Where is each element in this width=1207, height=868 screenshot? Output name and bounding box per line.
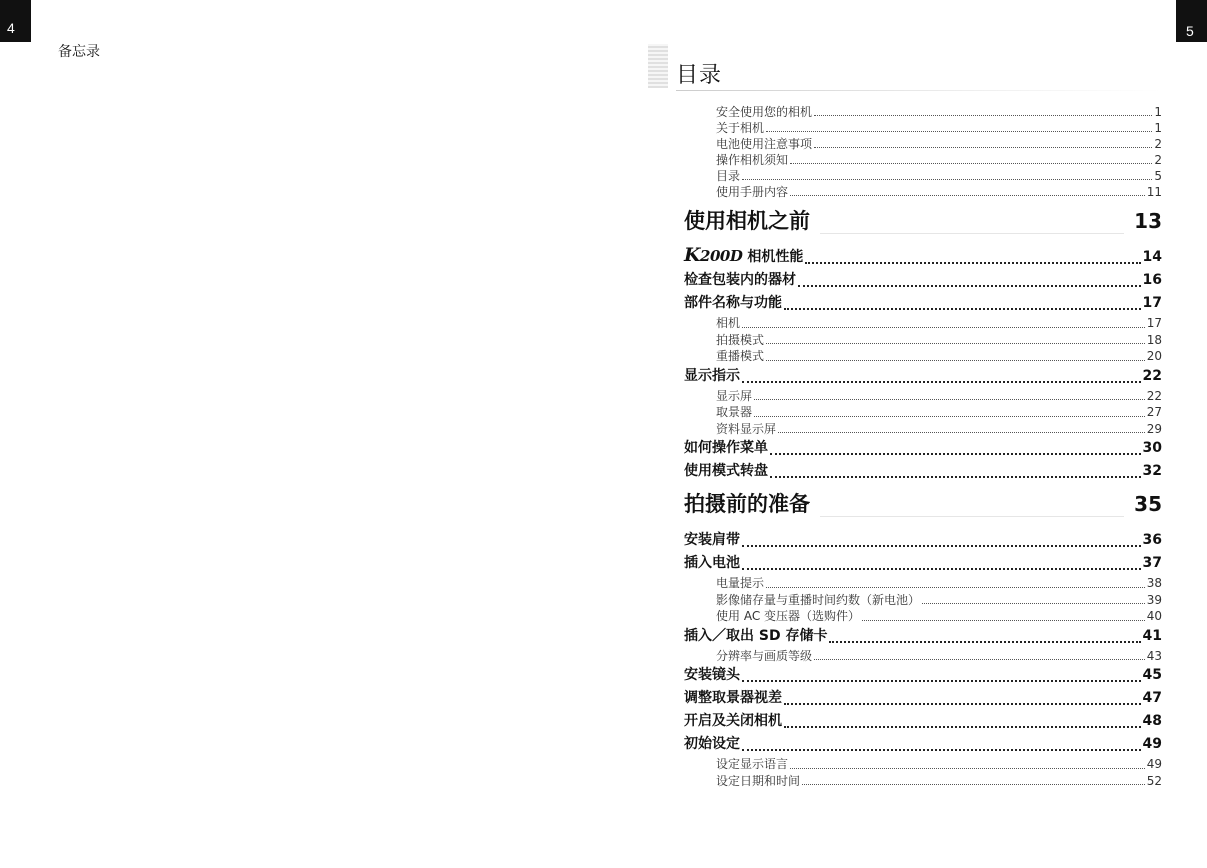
toc-entry-page: 1 <box>1154 121 1162 135</box>
toc-subentry[interactable] <box>684 315 1162 332</box>
toc-entry-label: 部件名称与功能 <box>684 295 782 311</box>
k200d-logo: K200D <box>684 244 743 266</box>
toc-entry-label: 检查包装内的器材 <box>684 272 796 288</box>
toc-entry-page: 36 <box>1142 532 1162 548</box>
toc-subentry[interactable] <box>684 592 1162 609</box>
section-page: 13 <box>1134 209 1162 233</box>
toc-entry-label: 显示指示 <box>684 367 740 384</box>
leader-dots <box>814 115 1152 116</box>
toc-entry[interactable] <box>684 269 1162 292</box>
toc-entry[interactable] <box>684 120 1162 136</box>
leader-dots <box>790 195 1145 196</box>
toc-entry-label: 使用手册内容 <box>716 185 789 199</box>
toc-entry-label: 关于相机 <box>716 121 765 135</box>
toc-entry-page: 2 <box>1154 137 1162 151</box>
leader-dots <box>784 308 1141 310</box>
toc-section-heading[interactable] <box>684 204 1162 238</box>
toc-entry-label: 取景器 <box>716 405 753 419</box>
toc-entry-page: 47 <box>1142 690 1162 706</box>
leader-dots <box>784 703 1141 705</box>
leader-dots <box>766 343 1145 344</box>
toc-entry[interactable] <box>684 365 1162 388</box>
toc-entry-page: 2 <box>1154 153 1162 167</box>
toc-entry-page: 38 <box>1146 576 1162 590</box>
leader-dots <box>790 163 1152 164</box>
toc-entry-page: 5 <box>1154 169 1162 183</box>
leader-dots <box>742 381 1141 383</box>
leader-dots <box>798 285 1141 287</box>
memo-heading: 备忘录 <box>58 44 100 60</box>
toc-entry-label: 设定显示语言 <box>716 757 789 771</box>
toc-entry-page: 22 <box>1146 388 1162 403</box>
toc-entry[interactable] <box>684 437 1162 460</box>
section-rule <box>820 233 1124 234</box>
leader-dots <box>742 568 1141 570</box>
toc-entry-label: 相机 <box>716 316 741 330</box>
toc-entry-page: 16 <box>1142 272 1162 288</box>
toc-entry-label: 显示屏 <box>716 388 753 403</box>
toc-entry[interactable] <box>684 152 1162 168</box>
leader-dots <box>766 360 1145 361</box>
toc-entry-page: 45 <box>1142 667 1162 683</box>
leader-dots <box>742 327 1145 328</box>
toc-entry-page: 43 <box>1146 648 1162 663</box>
toc-entry[interactable] <box>684 552 1162 575</box>
leader-dots <box>784 726 1141 728</box>
toc-entry[interactable] <box>684 625 1162 648</box>
toc-entry-page: 30 <box>1142 440 1162 456</box>
toc-entry[interactable] <box>684 664 1162 687</box>
leader-dots <box>754 399 1145 400</box>
leader-dots <box>814 147 1152 148</box>
toc-entry-page: 29 <box>1146 421 1162 436</box>
toc-entry-page: 14 <box>1142 249 1162 265</box>
toc-entry-page: 48 <box>1142 713 1162 729</box>
toc-entry[interactable] <box>684 710 1162 733</box>
toc-entry-page: 18 <box>1146 332 1162 347</box>
toc-subentry[interactable] <box>684 348 1162 365</box>
toc-entry[interactable] <box>684 687 1162 710</box>
toc-entry-label: 初始设定 <box>684 736 740 752</box>
toc-entry-label: 电池使用注意事项 <box>716 137 813 151</box>
leader-dots <box>742 749 1141 751</box>
toc-entry-page: 11 <box>1146 185 1162 199</box>
toc-entry-page: 32 <box>1142 463 1162 479</box>
toc-subentry[interactable] <box>684 756 1162 773</box>
toc-entry-page: 49 <box>1146 757 1162 771</box>
toc-title: 目录 <box>676 63 723 88</box>
table-of-contents <box>684 104 1162 789</box>
page-number: 5 <box>1186 23 1194 39</box>
title-rule <box>676 90 1161 91</box>
toc-entry[interactable] <box>684 246 1162 269</box>
toc-entry[interactable] <box>684 168 1162 184</box>
toc-entry-label: 安全使用您的相机 <box>716 105 813 119</box>
title-decoration <box>648 44 668 88</box>
section-rule <box>820 516 1124 517</box>
leader-dots <box>742 680 1141 682</box>
leader-dots <box>922 603 1145 604</box>
toc-entry-label: 开启及关闭相机 <box>684 713 782 729</box>
toc-subentry[interactable] <box>684 421 1162 438</box>
toc-entry[interactable] <box>684 292 1162 315</box>
leader-dots <box>778 432 1145 433</box>
leader-dots <box>814 659 1145 660</box>
toc-entry-label: 目录 <box>716 169 741 183</box>
toc-entry[interactable] <box>684 184 1162 200</box>
leader-dots <box>802 784 1145 785</box>
leader-dots <box>805 262 1140 264</box>
leader-dots <box>766 587 1145 588</box>
toc-entry-page: 39 <box>1146 592 1162 607</box>
toc-subentry[interactable] <box>684 404 1162 421</box>
toc-entry-label: 设定日期和时间 <box>716 773 801 788</box>
toc-entry-page: 40 <box>1146 609 1162 623</box>
toc-subentry[interactable] <box>684 332 1162 349</box>
leader-dots <box>766 131 1152 132</box>
toc-entry[interactable] <box>684 733 1162 756</box>
toc-entry-label: 分辨率与画质等级 <box>716 648 813 663</box>
toc-entry-label: 重播模式 <box>716 349 765 363</box>
toc-entry-label: 如何操作菜单 <box>684 440 768 456</box>
leader-dots <box>754 416 1145 417</box>
toc-entry-label: 影像储存量与重播时间约数（新电池） <box>716 592 921 607</box>
leader-dots <box>742 545 1141 547</box>
toc-entry-page: 22 <box>1142 367 1162 384</box>
toc-entry-label: 安装镜头 <box>684 667 740 683</box>
page-number-tab <box>0 0 31 42</box>
toc-entry-page: 20 <box>1146 349 1162 363</box>
toc-entry-label: 拍摄模式 <box>716 332 765 347</box>
page-number: 4 <box>7 20 15 36</box>
toc-entry-page: 49 <box>1142 736 1162 752</box>
section-page: 35 <box>1134 492 1162 516</box>
page-number-tab <box>1176 0 1207 42</box>
toc-entry[interactable] <box>684 460 1162 483</box>
toc-subentry[interactable] <box>684 648 1162 665</box>
toc-entry-label: 操作相机须知 <box>716 153 789 167</box>
toc-entry-label: 插入电池 <box>684 555 740 571</box>
leader-dots <box>770 453 1141 455</box>
leader-dots <box>742 179 1152 180</box>
toc-entry[interactable] <box>684 104 1162 120</box>
toc-entry-page: 1 <box>1154 105 1162 119</box>
toc-entry-label: 电量提示 <box>716 576 765 590</box>
toc-entry-page: 17 <box>1146 316 1162 330</box>
toc-entry-label: 使用模式转盘 <box>684 463 768 479</box>
toc-entry-page: 37 <box>1142 555 1162 571</box>
toc-entry-page: 27 <box>1146 405 1162 419</box>
toc-entry-label: 相机性能 <box>747 249 804 265</box>
toc-subentry[interactable] <box>684 575 1162 592</box>
section-title: 使用相机之前 <box>684 209 810 233</box>
toc-entry[interactable] <box>684 529 1162 552</box>
toc-entry-label: 安装肩带 <box>684 532 740 548</box>
leader-dots <box>790 768 1145 769</box>
leader-dots <box>770 476 1141 478</box>
toc-subentry[interactable] <box>684 608 1162 625</box>
toc-entry-label: 插入／取出 SD 存储卡 <box>684 627 828 644</box>
section-title: 拍摄前的准备 <box>684 492 810 516</box>
toc-section-heading[interactable] <box>684 487 1162 521</box>
toc-entry-page: 41 <box>1142 627 1162 644</box>
toc-subentry[interactable] <box>684 773 1162 790</box>
leader-dots <box>829 641 1140 643</box>
toc-entry-label: 使用 AC 变压器（选购件） <box>716 609 861 623</box>
toc-entry-page: 52 <box>1146 773 1162 788</box>
toc-entry-label: 资料显示屏 <box>716 421 777 436</box>
toc-subentry[interactable] <box>684 388 1162 405</box>
toc-entry-label: 调整取景器视差 <box>684 690 782 706</box>
toc-entry[interactable] <box>684 136 1162 152</box>
toc-entry-page: 17 <box>1142 295 1162 311</box>
leader-dots <box>862 620 1145 621</box>
